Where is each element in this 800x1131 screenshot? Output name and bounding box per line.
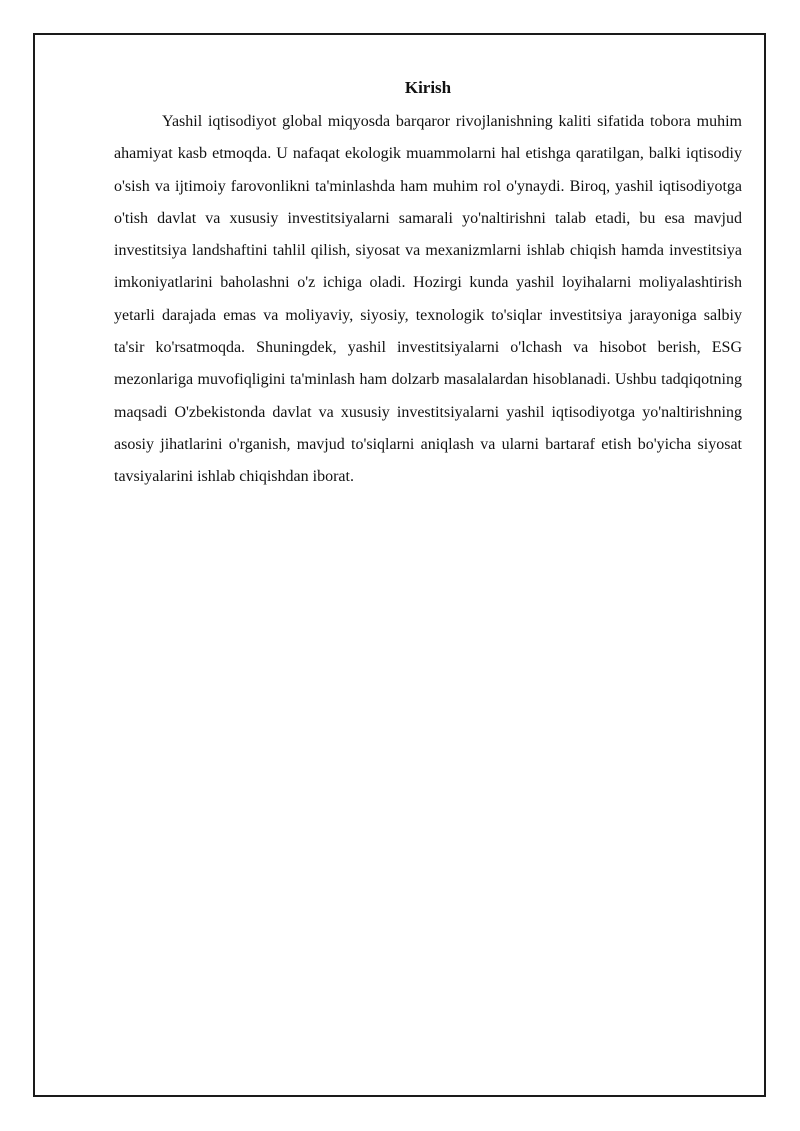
section-title: Kirish	[404, 78, 452, 97]
intro-paragraph: Yashil iqtisodiyot global miqyosda barqaror rivojlanishning kaliti sifatida tobora muhim ahamiyat kasb etmoqda. U nafaqat ekologik muammolarni hal etishga qaratilgan, balki iqtisodiy o'sish va ijtimoiy farovonlikni ta'minlashda ham muhim rol o'ynaydi. Biroq, yashil iqtisodiyotga o'tish davlat va xususiy investitsiyalarni samarali yo'naltirishni talab etadi, bu esa mavjud investitsiya landshaftini tahlil qilish, siyosat va mexanizmlarni ishlab chiqish hamda investitsiya imkoniyatlarini baholashni o'z ichiga oladi. Hozirgi kunda yashil loyihalarni moliyalashtirish yetarli darajada emas va moliyaviy, siyosiy, texnologik to'siqlar investitsiya jarayoniga salbiy ta'sir ko'rsatmoqda. Shuningdek, yashil investitsiyalarni o'lchash va hisobot berish, ESG mezonlariga muvofiqligini ta'minlash ham dolzarb masalalardan hisoblanadi. Ushbu tadqiqotning maqsadi O'zbekistonda davlat va xususiy investitsiyalarni yashil iqtisodiyotga yo'naltirishning asosiy jihatlarini o'rganish, mavjud to'siqlarni aniqlash va ularni bartaraf etish bo'yicha siyosat tavsiyalarini ishlab chiqishdan iborat.	[114, 113, 742, 486]
document-body	[114, 76, 742, 494]
